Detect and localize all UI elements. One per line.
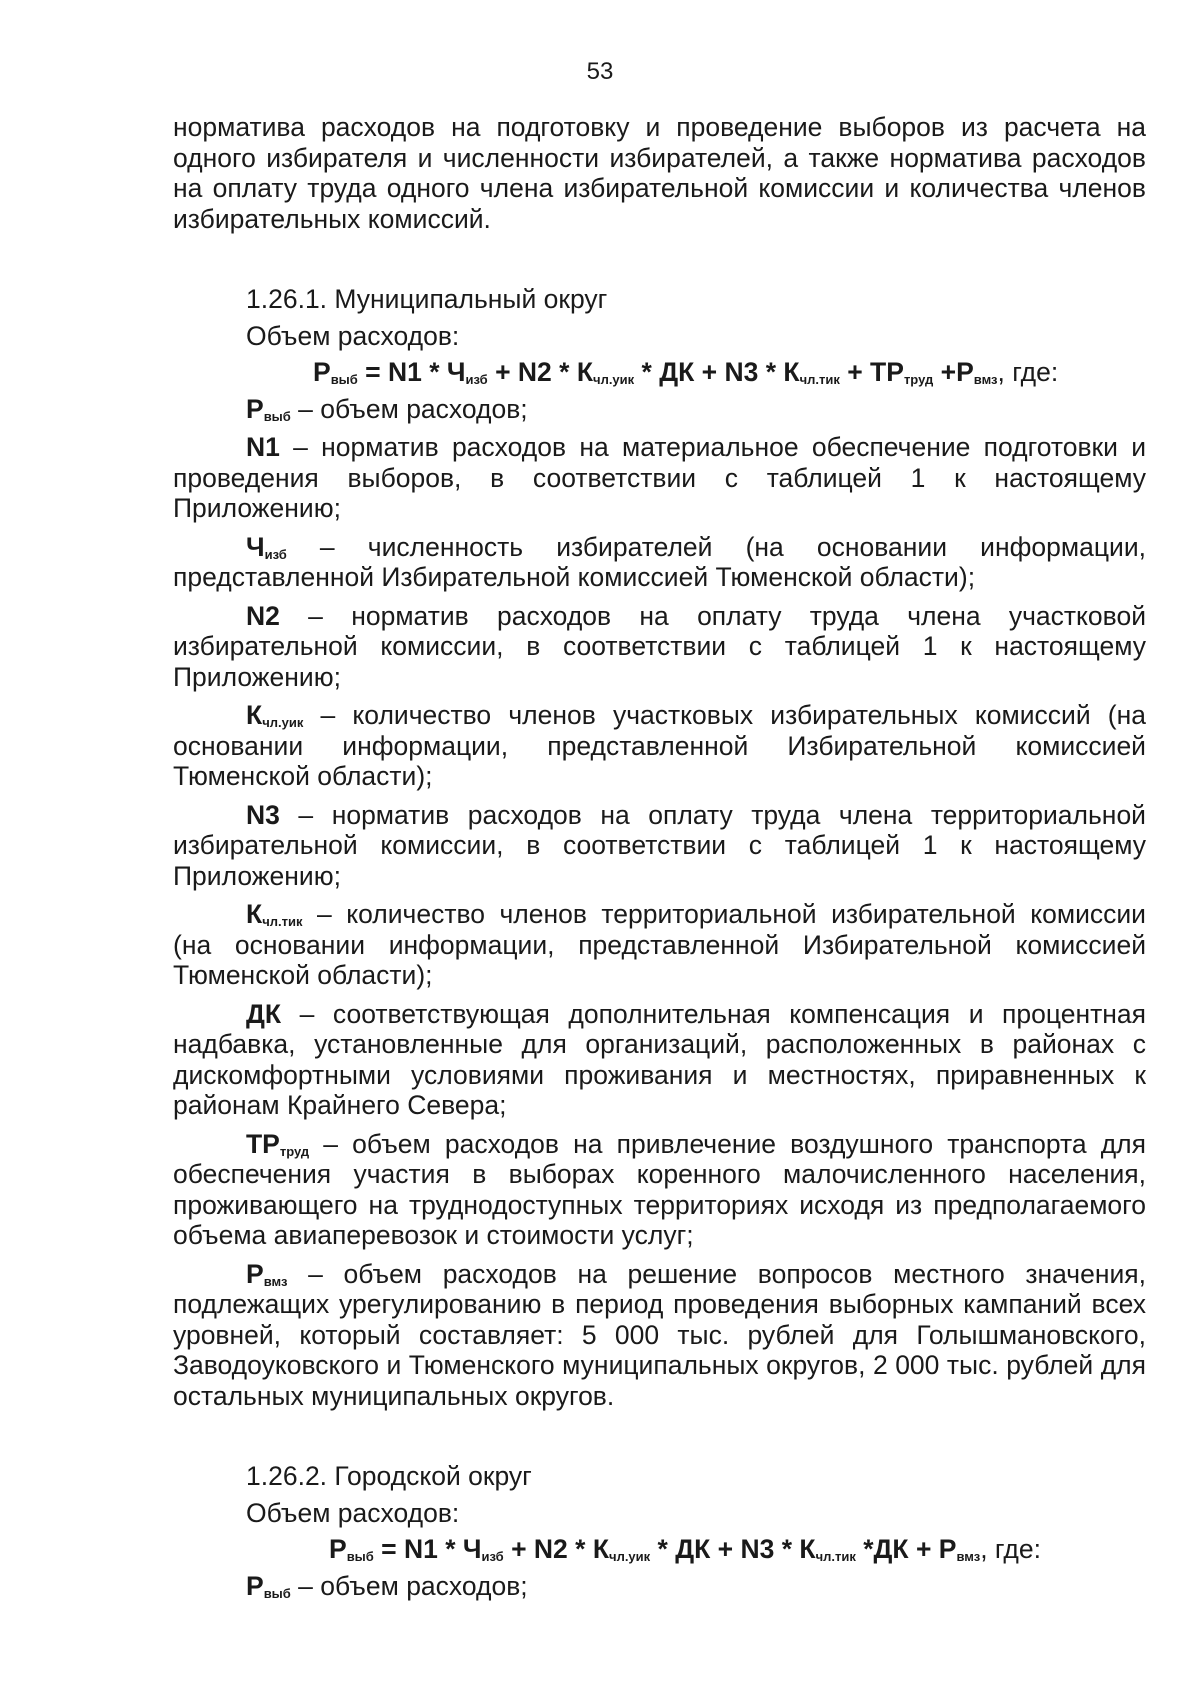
definition-n3: N3 – норматив расходов на оплату труда члена территориальной избирательной комиссии, в соответствии с таблицей 1 к настоящему Приложению; (173, 799, 1146, 891)
page-content (173, 112, 1146, 1601)
definition-tr-trud: $ТР_{труд}$ – объем расходов на привлечение воздушного транспорта для обеспечения участия в выборах коренного малочисленного населения, проживающего на труднодоступных территориях исходя из предполагаемого объема авиаперевозок и стоимости услуг; (173, 1128, 1146, 1250)
volume-label-2: Объем расходов: (246, 1497, 460, 1528)
formula-city-okrug: $Р_{выб} = N1 * Ч_{изб} + N2 * К_{чл.уик}$ * ДК + $N3 * К_{чл.тик}$ $*ДК + Р_{вмз}$, где: (329, 1534, 1041, 1564)
definition-k-chl-tik: $К_{чл.тик}$ – количество членов территориальной избирательной комиссии (на основании информации, представленной Избирательной комиссией Тюменской области); (173, 899, 1146, 990)
section-heading-city-okrug: 1.26.2. Городской округ (246, 1461, 532, 1491)
definition-p-vmz: $Р_{вмз}$ – объем расходов на решение вопросов местного значения, подлежащих урегулированию в период проведения выборных кампаний всех уровней, который составляет: 5 000 тыс. рублей для Голышмановского, Заводоуковского и Тюменского муниципальных округов, 2 000 тыс. рублей для остальных муниципальных округов. (173, 1258, 1146, 1411)
definition-ch-izb: $Ч_{изб}$ – численность избирателей (на основании информации, представленной Избирательной комиссией Тюменской области); (173, 531, 1146, 592)
section-heading-municipal-okrug: 1.26.1. Муниципальный округ (246, 284, 608, 314)
intro-paragraph: норматива расходов на подготовку и проведение выборов из расчета на одного избирателя и численности избирателей, а также норматива расходов на оплату труда одного члена избирательной комиссии и количества членов избирательных комиссий. (173, 112, 1146, 234)
formula-municipal-okrug: $Р_{выб} = N1 * Ч_{изб} + N2 * К_{чл.уик}$ * ДК + $N3 * К_{чл.тик} + ТР_{труд} +Р_{вмз}$, где: (313, 357, 1059, 387)
definition-p-vyb-2: $Р_{выб}$ – объем расходов; (246, 1570, 528, 1601)
definition-p-vyb: $Р_{выб}$ – объем расходов; (246, 393, 528, 424)
volume-label: Объем расходов: (246, 320, 460, 351)
definition-n2: N2 – норматив расходов на оплату труда члена участковой избирательной комиссии, в соответствии с таблицей 1 к настоящему Приложению; (173, 600, 1146, 692)
page-number: 53 (586, 58, 614, 85)
definition-n1: N1 – норматив расходов на материальное обеспечение подготовки и проведения выборов, в соответствии с таблицей 1 к настоящему Приложению; (173, 432, 1146, 523)
definition-k-chl-uik: $К_{чл.уик}$ – количество членов участковых избирательных комиссий (на основании информации, представленной Избирательной комиссией Тюменской области); (173, 700, 1146, 791)
definition-dk: ДК – соответствующая дополнительная компенсация и процентная надбавка, установленные для организаций, расположенных в районах с дискомфортными условиями проживания и местностях, приравненных к районам Крайнего Севера; (173, 998, 1146, 1120)
